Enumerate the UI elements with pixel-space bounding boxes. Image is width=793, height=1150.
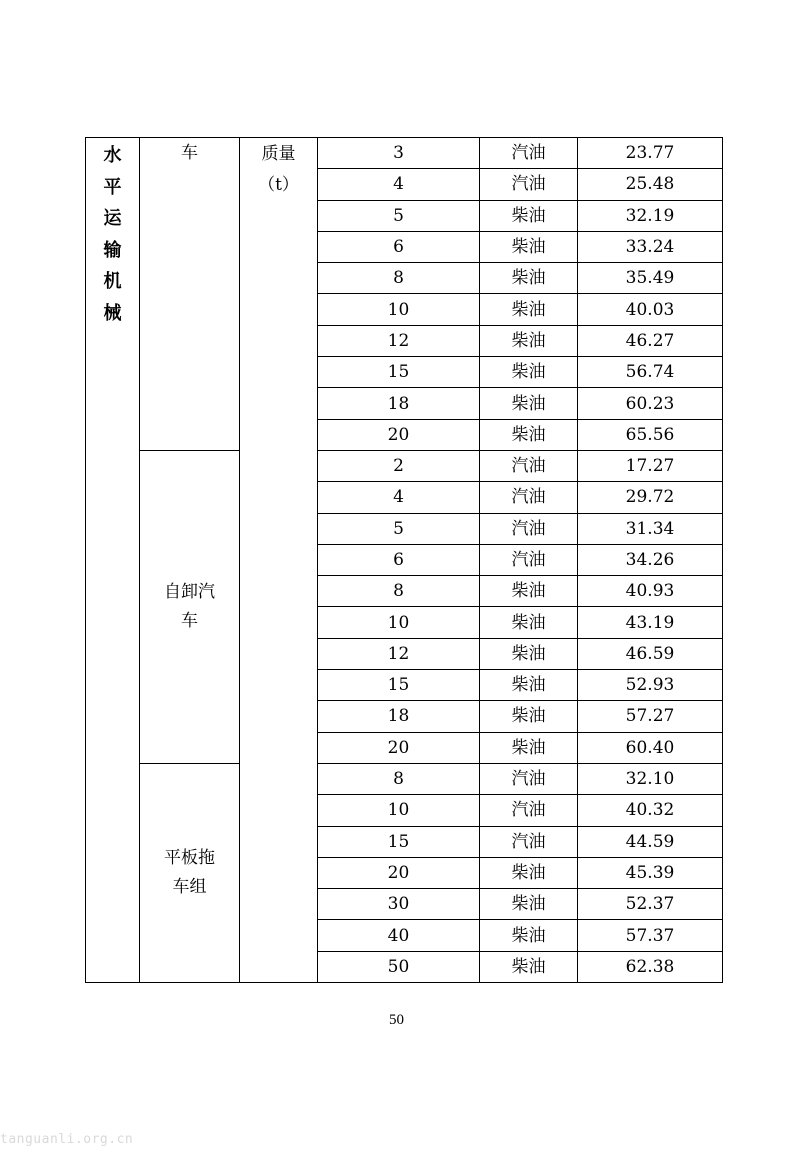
page-number: 50 xyxy=(389,1012,404,1028)
fuel-cell: 柴油 xyxy=(480,857,578,888)
equipment-type-cell xyxy=(140,138,240,451)
fuel-cell: 柴油 xyxy=(480,638,578,669)
value-cell: 60.40 xyxy=(578,732,723,763)
size-cell: 8 xyxy=(318,576,480,607)
watermark: tanguanli.org.cn xyxy=(0,1132,134,1147)
size-cell: 5 xyxy=(318,513,480,544)
fuel-cell: 汽油 xyxy=(480,826,578,857)
value-cell: 60.23 xyxy=(578,388,723,419)
category-char: 输 xyxy=(103,239,122,261)
machinery-table xyxy=(85,137,723,983)
fuel-cell: 柴油 xyxy=(480,701,578,732)
value-cell: 34.26 xyxy=(578,544,723,575)
size-cell: 15 xyxy=(318,357,480,388)
fuel-cell: 柴油 xyxy=(480,388,578,419)
size-cell: 10 xyxy=(318,607,480,638)
size-cell: 12 xyxy=(318,638,480,669)
value-cell: 46.27 xyxy=(578,325,723,356)
property-label: 质量 xyxy=(261,144,296,164)
size-cell: 3 xyxy=(318,138,480,169)
size-cell: 10 xyxy=(318,795,480,826)
table-row xyxy=(86,138,723,169)
value-cell: 45.39 xyxy=(578,857,723,888)
size-cell: 20 xyxy=(318,857,480,888)
fuel-cell: 汽油 xyxy=(480,795,578,826)
fuel-cell: 柴油 xyxy=(480,889,578,920)
category-cell xyxy=(86,138,140,983)
value-cell: 56.74 xyxy=(578,357,723,388)
category-char: 平 xyxy=(103,176,122,198)
size-cell: 18 xyxy=(318,701,480,732)
fuel-cell: 柴油 xyxy=(480,294,578,325)
fuel-cell: 汽油 xyxy=(480,544,578,575)
equipment-type-label: 车组 xyxy=(172,876,207,897)
fuel-cell: 汽油 xyxy=(480,169,578,200)
value-cell: 40.32 xyxy=(578,795,723,826)
value-cell: 25.48 xyxy=(578,169,723,200)
fuel-cell: 汽油 xyxy=(480,482,578,513)
fuel-cell: 汽油 xyxy=(480,763,578,794)
size-cell: 20 xyxy=(318,732,480,763)
table-row xyxy=(86,450,723,481)
equipment-type-label: 平板拖 xyxy=(164,847,215,868)
fuel-cell: 柴油 xyxy=(480,325,578,356)
size-cell: 40 xyxy=(318,920,480,951)
category-char: 机 xyxy=(103,271,122,292)
size-cell: 18 xyxy=(318,388,480,419)
size-cell: 20 xyxy=(318,419,480,450)
size-cell: 4 xyxy=(318,169,480,200)
equipment-type-label: 自卸汽 xyxy=(164,581,215,602)
fuel-cell: 柴油 xyxy=(480,607,578,638)
value-cell: 40.93 xyxy=(578,576,723,607)
value-cell: 62.38 xyxy=(578,951,723,982)
category-char: 械 xyxy=(103,302,122,324)
equipment-type-label: 车 xyxy=(181,143,198,163)
fuel-cell: 柴油 xyxy=(480,357,578,388)
fuel-cell: 柴油 xyxy=(480,200,578,231)
size-cell: 2 xyxy=(318,450,480,481)
value-cell: 52.93 xyxy=(578,670,723,701)
fuel-cell: 汽油 xyxy=(480,513,578,544)
size-cell: 15 xyxy=(318,826,480,857)
value-cell: 44.59 xyxy=(578,826,723,857)
size-cell: 50 xyxy=(318,951,480,982)
value-cell: 52.37 xyxy=(578,889,723,920)
size-cell: 8 xyxy=(318,263,480,294)
category-char: 水 xyxy=(103,145,122,166)
value-cell: 33.24 xyxy=(578,231,723,262)
value-cell: 46.59 xyxy=(578,638,723,669)
fuel-cell: 柴油 xyxy=(480,576,578,607)
fuel-cell: 汽油 xyxy=(480,138,578,169)
equipment-type-cell xyxy=(140,763,240,982)
size-cell: 15 xyxy=(318,670,480,701)
value-cell: 32.19 xyxy=(578,200,723,231)
size-cell: 6 xyxy=(318,544,480,575)
fuel-cell: 柴油 xyxy=(480,951,578,982)
value-cell: 43.19 xyxy=(578,607,723,638)
value-cell: 65.56 xyxy=(578,419,723,450)
size-cell: 30 xyxy=(318,889,480,920)
fuel-cell: 柴油 xyxy=(480,920,578,951)
size-cell: 6 xyxy=(318,231,480,262)
property-unit: （t） xyxy=(258,175,299,195)
value-cell: 35.49 xyxy=(578,263,723,294)
value-cell: 57.27 xyxy=(578,701,723,732)
size-cell: 5 xyxy=(318,200,480,231)
value-cell: 57.37 xyxy=(578,920,723,951)
size-cell: 4 xyxy=(318,482,480,513)
equipment-type-label: 车 xyxy=(181,610,198,631)
size-cell: 8 xyxy=(318,763,480,794)
fuel-cell: 汽油 xyxy=(480,450,578,481)
fuel-cell: 柴油 xyxy=(480,263,578,294)
value-cell: 32.10 xyxy=(578,763,723,794)
table-row xyxy=(86,763,723,794)
value-cell: 31.34 xyxy=(578,513,723,544)
property-cell xyxy=(240,138,318,983)
size-cell: 10 xyxy=(318,294,480,325)
category-char: 运 xyxy=(103,208,122,229)
fuel-cell: 柴油 xyxy=(480,670,578,701)
fuel-cell: 柴油 xyxy=(480,419,578,450)
size-cell: 12 xyxy=(318,325,480,356)
equipment-type-cell xyxy=(140,450,240,763)
value-cell: 29.72 xyxy=(578,482,723,513)
value-cell: 23.77 xyxy=(578,138,723,169)
value-cell: 17.27 xyxy=(578,450,723,481)
fuel-cell: 柴油 xyxy=(480,231,578,262)
fuel-cell: 柴油 xyxy=(480,732,578,763)
value-cell: 40.03 xyxy=(578,294,723,325)
